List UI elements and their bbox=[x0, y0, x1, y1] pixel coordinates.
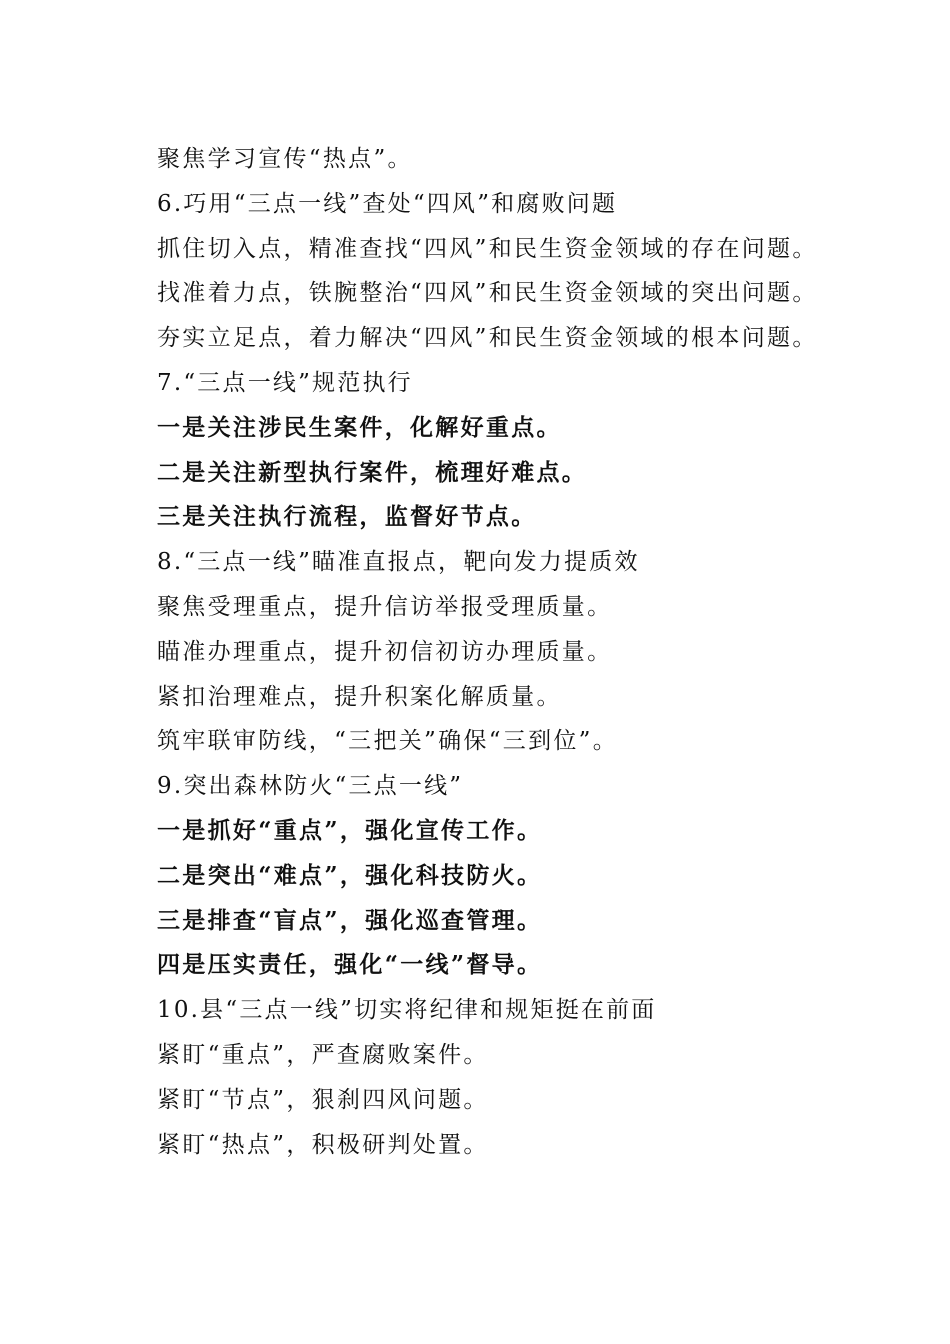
bold-point-line: 二是关注新型执行案件，梳理好难点。 bbox=[157, 458, 588, 486]
body-line: 聚焦受理重点，提升信访举报受理质量。 bbox=[157, 593, 613, 620]
body-line: 夯实立足点，着力解决“四风”和民生资金领域的根本问题。 bbox=[157, 325, 818, 352]
bold-point-line: 三是排查“盲点”，强化巡查管理。 bbox=[157, 906, 543, 934]
section-heading: 7.“三点一线”规范执行 bbox=[157, 369, 413, 396]
section-heading: 9.突出森林防火“三点一线” bbox=[157, 773, 464, 800]
section-heading: 8.“三点一线”瞄准直报点，靶向发力提质效 bbox=[157, 549, 640, 576]
body-line: 找准着力点，铁腕整治“四风”和民生资金领域的突出问题。 bbox=[157, 280, 818, 307]
bold-point-line: 一是关注涉民生案件，化解好重点。 bbox=[157, 413, 562, 441]
body-line: 紧盯“节点”，狠刹四风问题。 bbox=[157, 1086, 489, 1113]
body-line: 紧扣治理难点，提升积案化解质量。 bbox=[157, 683, 562, 710]
section-heading: 6.巧用“三点一线”查处“四风”和腐败问题 bbox=[157, 190, 618, 217]
document-body bbox=[157, 137, 937, 1167]
bold-point-line: 四是压实责任，强化“一线”督导。 bbox=[157, 951, 543, 979]
body-line: 筑牢联审防线，“三把关”确保“三到位”。 bbox=[157, 728, 619, 755]
section-heading: 10.县“三点一线”切实将纪律和规矩挺在前面 bbox=[157, 997, 657, 1024]
bold-point-line: 一是抓好“重点”，强化宣传工作。 bbox=[157, 816, 543, 844]
bold-point-line: 二是突出“难点”，强化科技防火。 bbox=[157, 861, 543, 889]
bold-point-line: 三是关注执行流程，监督好节点。 bbox=[157, 503, 537, 531]
body-line: 抓住切入点，精准查找“四风”和民生资金领域的存在问题。 bbox=[157, 235, 818, 262]
body-line: 瞄准办理重点，提升初信初访办理质量。 bbox=[157, 638, 613, 665]
body-line: 聚焦学习宣传“热点”。 bbox=[157, 146, 413, 172]
body-line: 紧盯“热点”，积极研判处置。 bbox=[157, 1131, 489, 1158]
body-line: 紧盯“重点”，严查腐败案件。 bbox=[157, 1041, 489, 1068]
